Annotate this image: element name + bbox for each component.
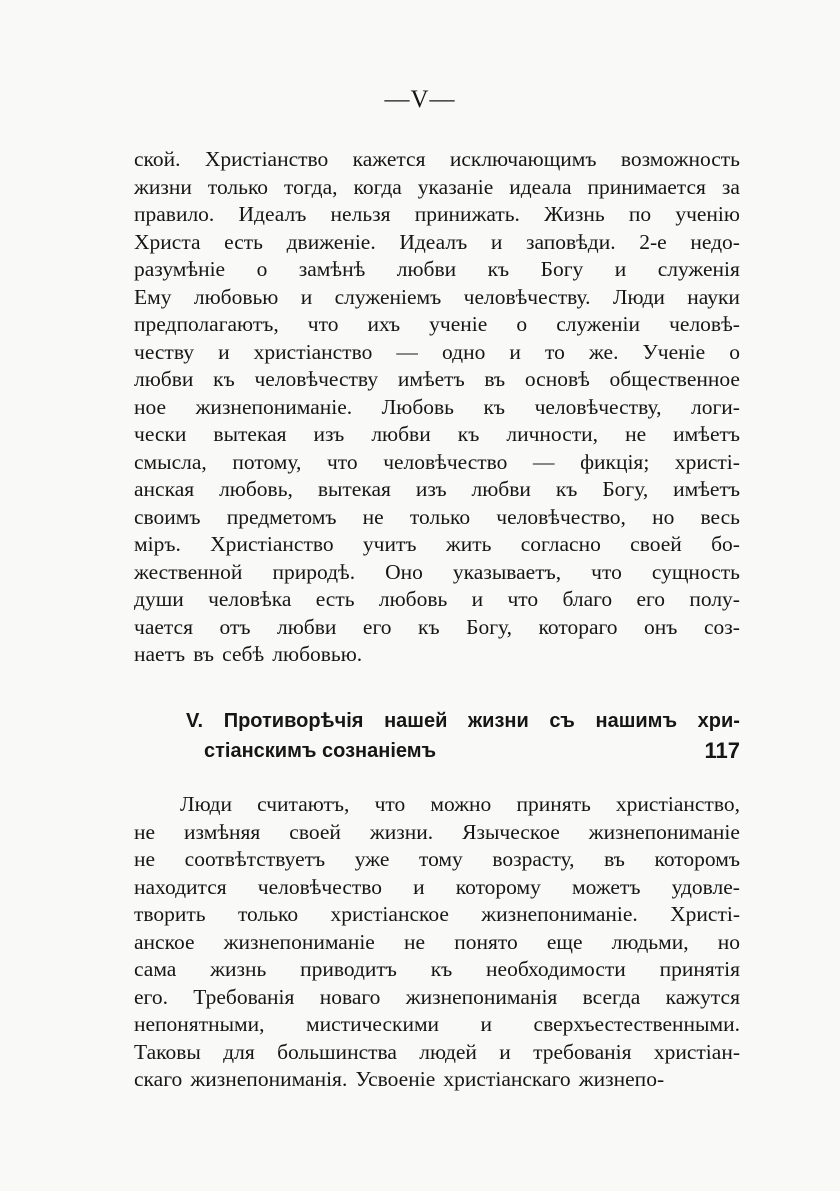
text-line: жизни только тогда, когда указаніе идеала принимается за (134, 174, 740, 199)
text-line: Христа есть движеніе. Идеалъ и заповѣди. 2-е недо- (134, 229, 740, 254)
section-title-part-1: V. Противорѣчія нашей жизни съ нашимъ хри- (186, 710, 740, 732)
text-line: чается отъ любви его къ Богу, котораго онъ соз- (134, 614, 740, 639)
text-line: смысла, потому, что человѣчество — фикція; христі- (134, 449, 740, 474)
paragraph-1 (134, 146, 740, 669)
text-line: сама жизнь приводитъ къ необходимости принятія (134, 957, 740, 981)
text-line: непонятными, мистическими и сверхъестественными. (134, 1012, 740, 1036)
text-line: его. Требованія новаго жизнепониманія всегда кажутся (134, 984, 740, 1009)
text-line: не соотвѣтствуетъ уже тому возрасту, въ которомъ (134, 847, 740, 871)
text-line: предполагаютъ, что ихъ ученіе о служеніи человѣ- (134, 312, 740, 336)
text-line: анское жизнепониманіе не понято еще людьми, но (134, 929, 740, 954)
section-heading (186, 706, 740, 766)
text-line: міръ. Христіанство учитъ жить согласно своей бо- (134, 532, 740, 556)
running-header: —V— (384, 86, 456, 113)
text-line: Люди считаютъ, что можно принять христіанство, (180, 792, 740, 816)
text-line: своимъ предметомъ не только человѣчество, но весь (134, 504, 740, 529)
text-line: души человѣка есть любовь и что благо его полу- (134, 587, 740, 611)
text-line: скаго жизнепониманія. Усвоеніе христіанскаго жизнепо- (134, 1067, 665, 1091)
section-heading-line-1 (186, 706, 740, 736)
text-line: анская любовь, вытекая изъ любви къ Богу, имѣетъ (134, 477, 740, 501)
text-line: творить только христіанское жизнепониманіе. Христі- (134, 902, 740, 926)
text-line: находится человѣчество и которому можетъ удовле- (134, 874, 740, 899)
text-line: правило. Идеалъ нельзя принижать. Жизнь по ученію (134, 202, 740, 226)
text-line: Ему любовью и служеніемъ человѣчеству. Люди науки (134, 284, 740, 309)
text-line: честву и христіанство — одно и то же. Ученіе о (134, 339, 740, 364)
text-line: Таковы для большинства людей и требованія христіан- (134, 1039, 740, 1064)
section-heading-line-2 (186, 736, 740, 766)
text-line: разумѣніе о замѣнѣ любви къ Богу и служенія (134, 257, 740, 281)
text-line: чески вытекая изъ любви къ личности, не имѣетъ (134, 422, 740, 446)
text-line: жественной природѣ. Оно указываетъ, что сущность (134, 559, 740, 584)
section-page-number: 117 (704, 738, 740, 763)
paragraph-2 (134, 791, 740, 1094)
text-line: ное жизнепониманіе. Любовь къ человѣчеству, логи- (134, 394, 740, 419)
text-line: не измѣняя своей жизни. Языческое жизнепониманіе (134, 819, 740, 844)
section-title-part-2: стіанскимъ сознаніемъ (204, 740, 437, 762)
text-line: ской. Христіанство кажется исключающимъ возможность (134, 147, 740, 171)
text-line: любви къ человѣчеству имѣетъ въ основѣ общественное (134, 367, 740, 391)
text-line: наетъ въ себѣ любовью. (134, 642, 363, 666)
